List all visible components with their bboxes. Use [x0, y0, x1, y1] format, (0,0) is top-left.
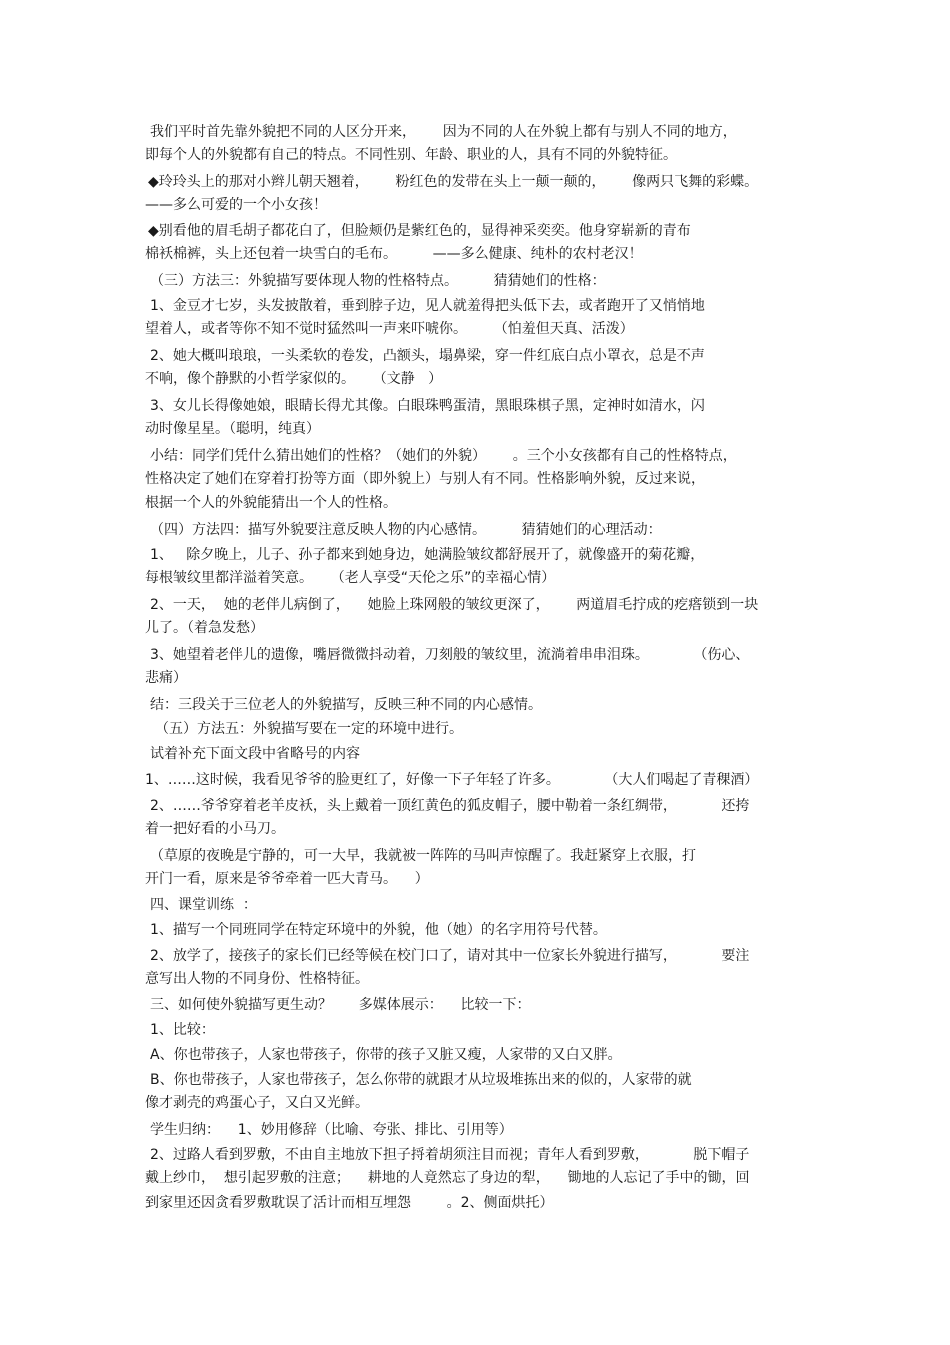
text-line: 3、女儿长得像她娘，眼睛长得尤其像。白眼珠鸭蛋清，黑眼珠棋子黑，定神时如清水，闪 [150, 398, 705, 414]
text-line: 棉袄棉裤，头上还包着一块雪白的毛布。 ——多么健康、纯朴的农村老汉！ [145, 246, 643, 262]
text-line: 2、过路人看到罗敷，不由自主地放下担子捋着胡须注目而视；青年人看到罗敷， 脱下帽子 [150, 1147, 750, 1163]
text-line: 1、金豆才七岁，头发披散着，垂到脖子边，见人就羞得把头低下去，或者跑开了又悄悄地 [150, 298, 705, 314]
text-line: 像才剥壳的鸡蛋心子，又白又光鲜。 [145, 1095, 369, 1111]
text-line: 1、 除夕晚上，儿子、孙子都来到她身边，她满脸皱纹都舒展开了，就像盛开的菊花瓣， [150, 547, 705, 563]
section-heading: （五）方法五：外貌描写要在一定的环境中进行。 [155, 721, 463, 737]
text-line: 1、描写一个同班同学在特定环境中的外貌，他（她）的名字用符号代替。 [150, 922, 607, 938]
text-line: 戴上纱巾， 想引起罗敷的注意； 耕地的人竟然忘了身边的犁， 锄地的人忘记了手中的锄，回 [145, 1170, 750, 1186]
text-line: 我们平时首先靠外貌把不同的人区分开来， 因为不同的人在外貌上都有与别人不同的地方， [150, 124, 737, 140]
section-heading: 四、课堂训练 ： [150, 897, 257, 913]
text-line: ——多么可爱的一个小女孩！ [145, 197, 327, 213]
text-line: 意写出人物的不同身份、性格特征。 [145, 971, 369, 987]
text-line: 即每个人的外貌都有自己的特点。不同性别、年龄、职业的人，具有不同的外貌特征。 [145, 147, 677, 163]
text-line: 每根皱纹里都洋溢着笑意。 （老人享受“天伦之乐”的幸福心情） [145, 570, 556, 586]
text-line: 3、她望着老伴儿的遗像，嘴唇微微抖动着，刀刻般的皱纹里，流淌着串串泪珠。 （伤心、 [150, 647, 750, 663]
text-line: 开门一看，原来是爷爷牵着一匹大青马。 ） [145, 871, 429, 887]
section-heading: 三、如何使外貌描写更生动？ 多媒体展示： 比较一下： [150, 997, 531, 1013]
text-line: ◆别看他的眉毛胡子都花白了，但脸颊仍是紫红色的，显得神采奕奕。他身穿崭新的青布 [148, 223, 691, 239]
text-line: 小结：同学们凭什么猜出她们的性格？（她们的外貌） 。三个小女孩都有自己的性格特点， [150, 448, 737, 464]
text-line: 2、她大概叫琅琅，一头柔软的卷发，凸额头，塌鼻梁，穿一件红底白点小罩衣，总是不声 [150, 348, 705, 364]
text-line: 1、比较： [150, 1022, 215, 1038]
text-line: ◆玲玲头上的那对小辫儿朝天翘着， 粉红色的发带在头上一颠一颠的， 像两只飞舞的彩蝶。 [148, 174, 759, 190]
text-line: 学生归纳： 1、妙用修辞（比喻、夸张、排比、引用等） [150, 1122, 513, 1138]
text-line: 结：三段关于三位老人的外貌描写，反映三种不同的内心感情。 [150, 697, 542, 713]
text-line: （草原的夜晚是宁静的，可一大早，我就被一阵阵的马叫声惊醒了。我赶紧穿上衣服，打 [150, 848, 696, 864]
text-line: 悲痛） [145, 670, 187, 686]
text-line: 根据一个人的外貌能猜出一个人的性格。 [145, 495, 397, 511]
section-heading: （三）方法三：外貌描写要体现人物的性格特点。 猜猜她们的性格： [150, 273, 606, 289]
text-line: 不响，像个静默的小哲学家似的。 （文静 ） [145, 371, 443, 387]
text-line: 动时像星星。（聪明，纯真） [145, 421, 320, 437]
text-line: 1、……这时候，我看见爷爷的脸更红了，好像一下子年轻了许多。 （大人们喝起了青稞酒） [145, 772, 759, 788]
section-heading: （四）方法四：描写外貌要注意反映人物的内心感情。 猜猜她们的心理活动： [150, 522, 662, 538]
text-line: B、你也带孩子，人家也带孩子，怎么你带的就跟才从垃圾堆拣出来的似的，人家带的就 [150, 1072, 692, 1088]
text-line: A、你也带孩子，人家也带孩子，你带的孩子又脏又瘦，人家带的又白又胖。 [150, 1047, 622, 1063]
text-line: 望着人，或者等你不知不觉时猛然叫一声来吓唬你。 （怕羞但天真、活泼） [145, 321, 634, 337]
text-line: 到家里还因贪看罗敷耽误了活计而相互埋怨 。2、侧面烘托） [145, 1195, 554, 1211]
text-line: 2、放学了，接孩子的家长们已经等候在校门口了，请对其中一位家长外貌进行描写， 要注 [150, 948, 750, 964]
text-line: 着一把好看的小马刀。 [145, 821, 285, 837]
text-line: 儿了。（着急发愁） [145, 620, 264, 636]
text-line: 2、……爷爷穿着老羊皮袄，头上戴着一顶红黄色的狐皮帽子，腰中勒着一条红绸带， 还挎 [150, 798, 750, 814]
text-line: 性格决定了她们在穿着打扮等方面（即外貌上）与别人有不同。性格影响外貌，反过来说， [145, 471, 705, 487]
text-line: 试着补充下面文段中省略号的内容 [150, 746, 360, 762]
text-line: 2、一天， 她的老伴儿病倒了， 她脸上珠网般的皱纹更深了， 两道眉毛拧成的疙瘩锁到一块 [150, 597, 759, 613]
